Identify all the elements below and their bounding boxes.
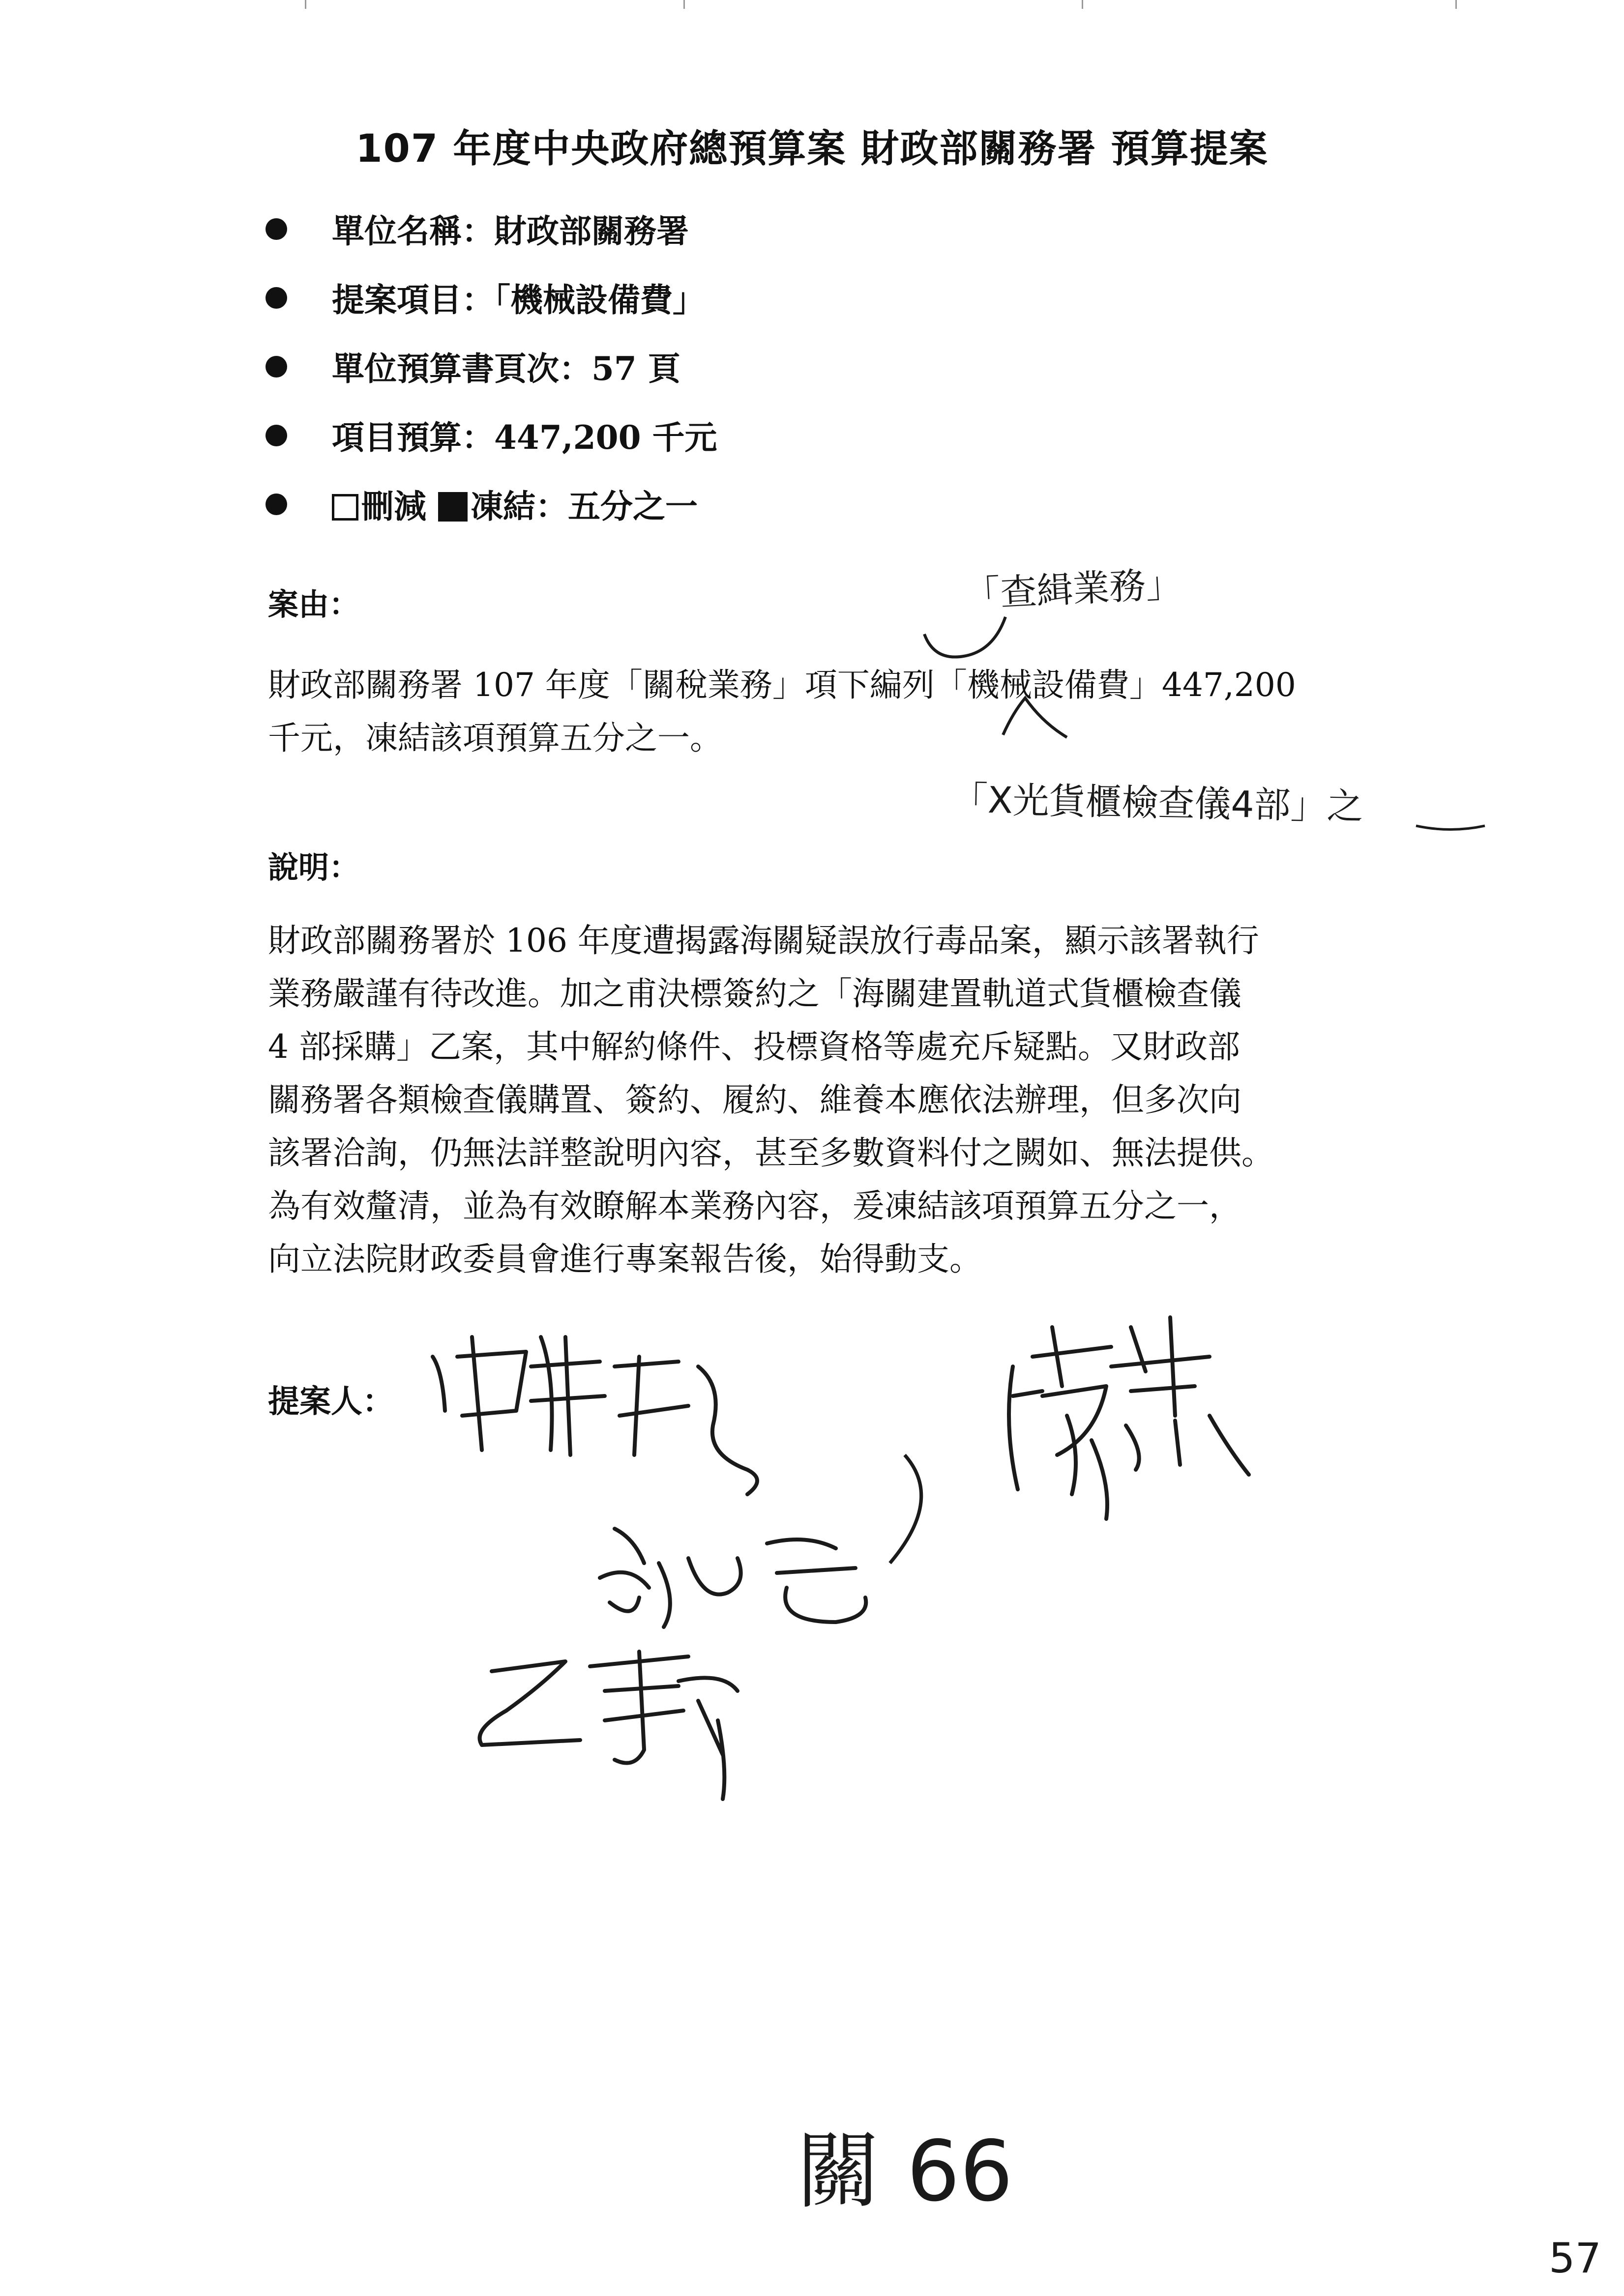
field-text: 項目預算：447,200 千元 [332,418,717,457]
field-text: 單位預算書頁次：57 頁 [332,349,680,388]
reason-heading: 案由： [268,586,360,622]
freeze-label: 凍結：五分之一 [471,487,698,525]
handwritten-note-insert-1: 「查緝業務」 [963,562,1183,616]
signature-4 [1009,1317,1249,1519]
explanation-line: 向立法院財政委員會進行專案報告後，始得動支。 [268,1240,982,1278]
explanation-line: 財政部關務署於 106 年度遭揭露海關疑誤放行毒品案，顯示該署執行 [268,922,1259,959]
signature-1 [433,1337,757,1494]
bracket-stroke [890,1455,921,1563]
signature-2 [600,1529,866,1627]
document-title: 107 年度中央政府總預算案 財政部關務署 預算提案 [355,127,1269,171]
explanation-line: 關務署各類檢查儀購置、簽約、履約、維養本應依法辦理，但多次向 [268,1081,1241,1119]
reason-line: 財政部關務署 107 年度「關稅業務」項下編列「機械設備費」447,200 [268,666,1296,704]
explanation-heading: 說明： [268,849,360,885]
explanation-line: 4 部採購」乙案，其中解約條件、投標資格等處充斥疑點。又財政部 [268,1028,1240,1066]
handwritten-page-number: 57 [1549,2234,1601,2282]
handwritten-note-insert-2: 「X光貨櫃檢查儀4部」之 [951,778,1364,828]
field-text: 提案項目：「機械設備費」 [332,281,705,319]
explanation-line: 為有效釐清，並為有效瞭解本業務內容，爰凍結該項預算五分之一， [268,1187,1241,1225]
reason-line: 千元，凍結該項預算五分之一。 [268,719,722,757]
insertion-caret-icon [924,617,1005,657]
delete-label: 刪減 [361,487,426,525]
insertion-caret-icon [1003,698,1067,737]
signature-3 [480,1652,738,1799]
explanation-line: 該署洽詢，仍無法詳整說明內容，甚至多數資料付之闕如、無法提供。 [268,1134,1274,1172]
underline-stroke [1416,826,1485,830]
explanation-line: 業務嚴謹有待改進。加之甫決標簽約之「海關建置軌道式貨櫃檢查儀 [268,975,1241,1013]
proposer-label: 提案人： [268,1383,394,1420]
field-text: 單位名稱：財政部關務署 [332,212,689,250]
handwritten-page-mark: 關 66 [797,2123,1013,2220]
